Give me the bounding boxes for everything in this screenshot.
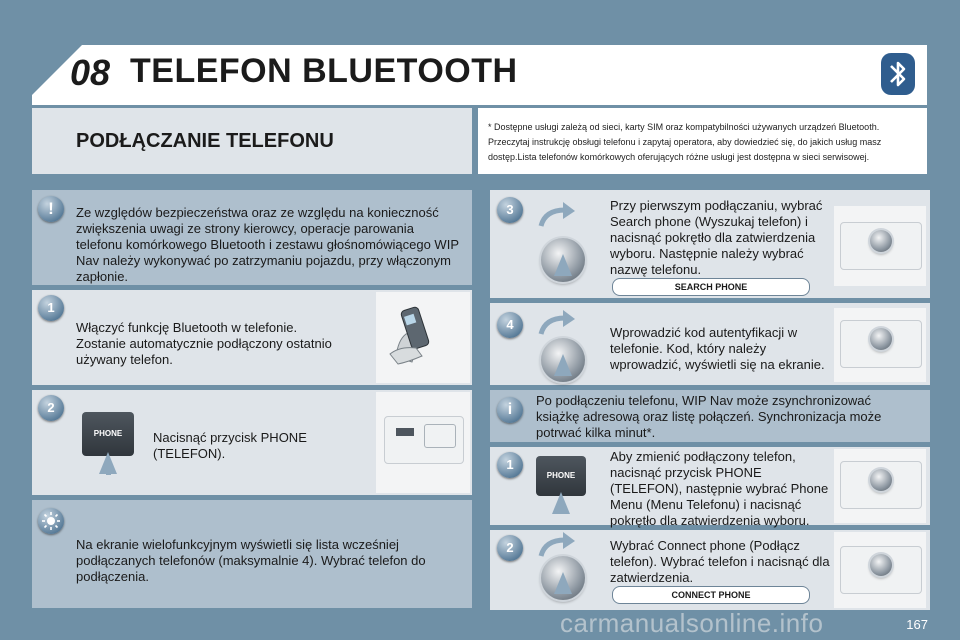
warning-text: Ze względów bezpieczeństwa oraz ze względu na konieczność zwiększenia uwagi ze strony kierowcy, operacje parowania telefonu komórkowego Bluetooth i zestawu głośnomówiącego WIP Nav należy wykonywać po zatrzymaniu pojazdu, przy włączonym zapłonie. <box>76 205 459 284</box>
info-text: Po podłączeniu telefonu, WIP Nav może zsynchronizować książkę adresową oraz listę połączeń. Synchronizacja może potrwać kilka minut*. <box>536 393 882 440</box>
radio-console-thumb <box>834 449 926 523</box>
press-arrow-tail <box>106 472 111 475</box>
section-title: PODŁĄCZANIE TELEFONU <box>76 130 334 152</box>
step-text-2: Nacisnąć przycisk PHONE (TELEFON). <box>153 430 307 461</box>
press-arrow-icon <box>554 254 572 276</box>
step-number-4: 4 <box>497 312 523 338</box>
info-icon: i <box>497 397 523 423</box>
radio-console-thumb <box>376 392 470 493</box>
radio-screen <box>424 424 456 448</box>
phone-button[interactable]: PHONE <box>82 412 134 456</box>
warning-icon: ! <box>38 196 64 222</box>
connect-phone-label: CONNECT PHONE <box>612 586 810 604</box>
rotate-arrow-icon <box>537 310 577 338</box>
change-step-number-2: 2 <box>497 535 523 561</box>
step-text-3: Przy pierwszym podłączaniu, wybrać Search phone (Wyszukaj telefon) i nacisnąć pokrętło dla zatwierdzenia wyboru. Następnie należy wybrać nazwę telefonu. <box>610 198 823 277</box>
change-step-number-1: 1 <box>497 452 523 478</box>
console-knob <box>870 469 892 491</box>
phone-illustration <box>376 292 470 383</box>
radio-console-thumb <box>834 308 926 382</box>
radio-console-thumb <box>834 206 926 286</box>
sun-icon <box>38 508 64 534</box>
press-arrow-icon <box>554 354 572 376</box>
change-step-text-1: Aby zmienić podłączony telefon, nacisnąć przycisk PHONE (TELEFON), następnie wybrać Phone Menu (Menu Telefonu) i nacisnąć pokrętło dla zatwierdzenia wyboru. <box>610 449 829 528</box>
radio-phone-key <box>396 428 414 436</box>
press-arrow-icon <box>554 572 572 594</box>
search-phone-label: SEARCH PHONE <box>612 278 810 296</box>
console-knob <box>870 554 892 576</box>
chapter-number: 08 <box>70 52 111 93</box>
step-number-2: 2 <box>38 395 64 421</box>
step-number-3: 3 <box>497 197 523 223</box>
hand-phone-icon <box>376 292 470 383</box>
radio-console-thumb <box>834 532 926 608</box>
watermark: carmanualsonline.info <box>560 608 824 638</box>
change-step-text-2: Wybrać Connect phone (Podłącz telefon). Wybrać telefon i nacisnąć dla zatwierdzenia. <box>610 538 830 585</box>
page-number: 167 <box>906 617 928 632</box>
step-text-4: Wprowadzić kod autentyfikacji w telefonie. Kod, który należy wprowadzić, wyświetli się na ekranie. <box>610 325 825 372</box>
step-number-1: 1 <box>38 295 64 321</box>
console-knob <box>870 328 892 350</box>
tip-text: Na ekranie wielofunkcyjnym wyświetli się lista wcześniej podłączanych telefonów (maksymalnie 4). Wybrać telefon do podłączenia. <box>76 537 426 584</box>
press-arrow-icon <box>552 492 570 514</box>
press-arrow-icon <box>99 452 117 474</box>
page-title: TELEFON BLUETOOTH <box>130 52 518 90</box>
console-knob <box>870 230 892 252</box>
phone-button[interactable]: PHONE <box>536 456 586 496</box>
bluetooth-icon <box>880 52 916 96</box>
footnote-text: * Dostępne usługi zależą od sieci, karty SIM oraz kompatybilności używanych urządzeń Bluetooth. Przeczytaj instrukcję obsługi telefonu i zapytaj operatora, aby dowiedzieć się, do jakich usług masz dostęp.Lista telefonów komórkowych oferujących różne usługi jest dostępna w sieci serwisowej. <box>488 122 882 162</box>
step-text-1: Włączyć funkcję Bluetooth w telefonie. Zostanie automatycznie podłączony ostatnio używany telefon. <box>76 320 332 367</box>
rotate-arrow-icon <box>537 202 577 230</box>
lightbulb-icon <box>38 508 64 534</box>
